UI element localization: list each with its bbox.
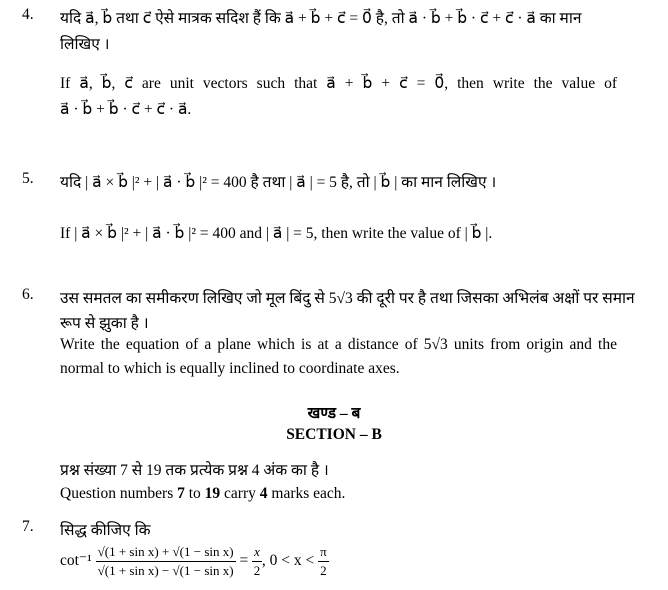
note-text: carry — [220, 485, 260, 502]
section-hindi-title: खण्ड – ब — [307, 405, 361, 422]
note-marks: 4 — [259, 485, 268, 502]
rhs-fraction — [252, 543, 262, 580]
denominator: 2 — [320, 563, 327, 578]
question-number: 4. — [22, 6, 34, 23]
q5-hindi-line: यदि | a⃗ × b⃗ |² + | a⃗ · b⃗ |² = 400 है तथा | a⃗ | = 5 है, तो | b⃗ | का मान लिखिए । — [60, 174, 497, 191]
cot-inverse: cot⁻¹ — [60, 552, 92, 570]
q6-english-line-1: Write the equation of a plane which is at a distance of 5√3 units from origin and the — [60, 336, 617, 353]
q4-english-line-2: a⃗ · b⃗ + b⃗ · c⃗ + c⃗ · a⃗. — [60, 101, 192, 118]
numerator: x — [252, 543, 262, 562]
q6-hindi-line-1: उस समतल का समीकरण लिखिए जो मूल बिंदु से 5√3 की दूरी पर है तथा जिसका अभिलंब अक्षों पर समान — [60, 290, 635, 307]
condition: , 0 < x < — [261, 552, 315, 570]
q7-hindi-line: सिद्ध कीजिए कि — [60, 522, 151, 539]
note-text: to — [184, 485, 205, 502]
section-hindi-note: प्रश्न संख्या 7 से 19 तक प्रत्येक प्रश्न 4 अंक का है । — [60, 462, 329, 479]
section-english-title: SECTION – B — [286, 426, 382, 443]
q6-hindi-line-2: रूप से झुका है । — [60, 315, 149, 332]
q4-hindi-line-1: यदि a⃗, b⃗ तथा c⃗ ऐसे मात्रक सदिश हैं कि a⃗ + b⃗ + c⃗ = 0⃗ है, तो a⃗ · b⃗ + b⃗ · c⃗ + c⃗ · a⃗ का मान — [60, 10, 582, 27]
q4-english-line-1: If a⃗, b⃗, c⃗ are unit vectors such that a⃗ + b⃗ + c⃗ = 0⃗, then write the value of — [60, 75, 617, 92]
denominator: √(1 + sin x) − √(1 − sin x) — [97, 563, 234, 578]
note-to: 19 — [204, 485, 221, 502]
numerator: π — [318, 543, 329, 562]
q7-formula — [60, 543, 329, 580]
bound-fraction — [318, 543, 329, 580]
numerator: √(1 + sin x) + √(1 − sin x) — [96, 543, 236, 562]
section-english-note — [60, 485, 345, 503]
equals-sign: = — [239, 552, 249, 570]
q6-english-line-2: normal to which is equally inclined to coordinate axes. — [60, 360, 400, 377]
question-number: 6. — [22, 286, 34, 303]
q4-hindi-line-2: लिखिए । — [60, 36, 110, 53]
lhs-fraction — [96, 543, 236, 580]
q5-english-line: If | a⃗ × b⃗ |² + | a⃗ · b⃗ |² = 400 and | a⃗ | = 5, then write the value of | b⃗ |. — [60, 225, 493, 242]
note-text: Question numbers — [60, 485, 178, 502]
question-number: 5. — [22, 170, 34, 187]
question-number: 7. — [22, 518, 34, 535]
note-text: marks each. — [267, 485, 346, 502]
note-from: 7 — [177, 485, 185, 502]
denominator: 2 — [253, 563, 261, 578]
